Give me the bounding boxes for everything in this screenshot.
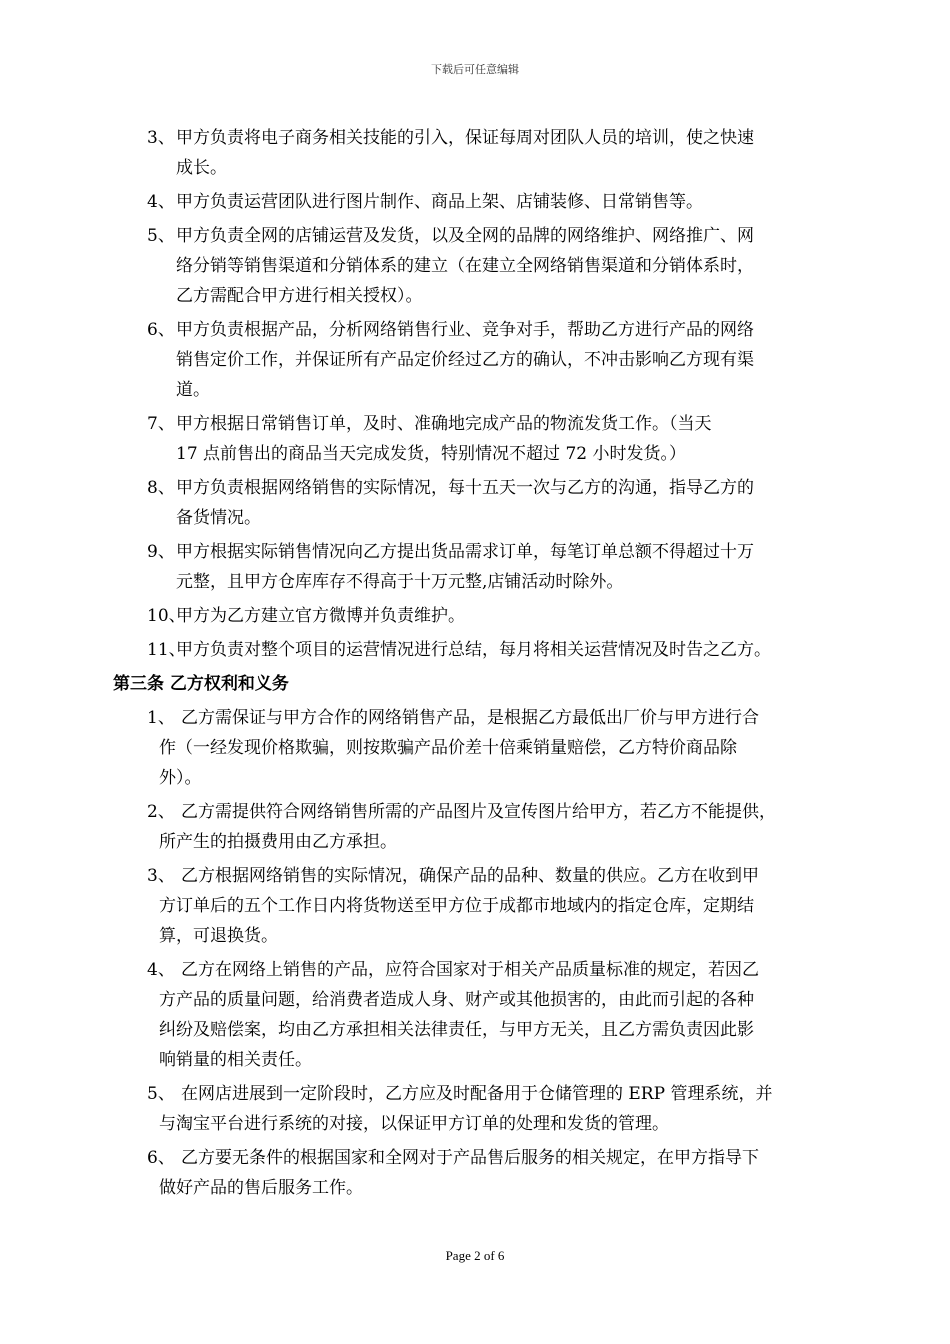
item-number: 3、 bbox=[147, 866, 175, 886]
item-number: 2、 bbox=[147, 802, 175, 822]
item-number: 11、 bbox=[147, 640, 186, 660]
item-line: 甲方负责将电子商务相关技能的引入，保证每周对团队人员的培训，使之快速 bbox=[176, 128, 754, 148]
list-item bbox=[0, 703, 950, 793]
item-number: 6、 bbox=[147, 1148, 175, 1168]
item-line: 乙方在网络上销售的产品，应符合国家对于相关产品质量标准的规定，若因乙 bbox=[181, 960, 759, 980]
item-number: 1、 bbox=[147, 708, 175, 728]
item-line: 响销量的相关责任。 bbox=[159, 1050, 312, 1070]
item-number: 7、 bbox=[147, 414, 175, 434]
item-number: 8、 bbox=[147, 478, 175, 498]
item-line: 成长。 bbox=[176, 158, 227, 178]
item-line: 乙方根据网络销售的实际情况，确保产品的品种、数量的供应。乙方在收到甲 bbox=[181, 866, 759, 886]
document-body bbox=[0, 123, 950, 1207]
item-line: 与淘宝平台进行系统的对接，以保证甲方订单的处理和发货的管理。 bbox=[159, 1114, 669, 1134]
item-line: 算，可退换货。 bbox=[159, 926, 278, 946]
item-line: 甲方负责运营团队进行图片制作、商品上架、店铺装修、日常销售等。 bbox=[176, 192, 703, 212]
item-number: 9、 bbox=[147, 542, 175, 562]
item-line: 甲方负责根据产品，分析网络销售行业、竞争对手，帮助乙方进行产品的网络 bbox=[176, 320, 754, 340]
item-number: 5、 bbox=[147, 226, 175, 246]
item-line: 做好产品的售后服务工作。 bbox=[159, 1178, 363, 1198]
list-item bbox=[0, 861, 950, 951]
item-line: 外）。 bbox=[159, 768, 202, 788]
item-line: 方订单后的五个工作日内将货物送至甲方位于成都市地域内的指定仓库，定期结 bbox=[159, 896, 754, 916]
item-line: 道。 bbox=[176, 380, 210, 400]
list-item bbox=[0, 409, 950, 469]
list-item bbox=[0, 797, 950, 857]
list-item bbox=[0, 635, 950, 665]
item-line: 甲方负责根据网络销售的实际情况，每十五天一次与乙方的沟通，指导乙方的 bbox=[176, 478, 754, 498]
section-heading: 第三条 乙方权利和义务 bbox=[113, 674, 289, 694]
list-item bbox=[0, 1143, 950, 1203]
list-item bbox=[0, 315, 950, 405]
item-line: 在网店进展到一定阶段时，乙方应及时配备用于仓储管理的 ERP 管理系统，并 bbox=[181, 1084, 773, 1104]
item-number: 3、 bbox=[147, 128, 175, 148]
item-line: 络分销等销售渠道和分销体系的建立（在建立全网络销售渠道和分销体系时， bbox=[176, 256, 754, 276]
list-item bbox=[0, 473, 950, 533]
item-number: 6、 bbox=[147, 320, 175, 340]
item-line: 甲方根据实际销售情况向乙方提出货品需求订单，每笔订单总额不得超过十万 bbox=[176, 542, 754, 562]
list-item bbox=[0, 1079, 950, 1139]
page-header: 下载后可任意编辑 bbox=[431, 63, 519, 76]
item-line: 甲方负责对整个项目的运营情况进行总结，每月将相关运营情况及时告之乙方。 bbox=[176, 640, 771, 660]
item-number: 4、 bbox=[147, 192, 175, 212]
item-line: 纠纷及赔偿案，均由乙方承担相关法律责任，与甲方无关，且乙方需负责因此影 bbox=[159, 1020, 754, 1040]
item-line: 元整，且甲方仓库库存不得高于十万元整,店铺活动时除外。 bbox=[176, 572, 624, 592]
item-line: 销售定价工作，并保证所有产品定价经过乙方的确认，不冲击影响乙方现有渠 bbox=[176, 350, 754, 370]
list-item bbox=[0, 221, 950, 311]
item-number: 4、 bbox=[147, 960, 175, 980]
item-number: 5、 bbox=[147, 1084, 175, 1104]
item-line: 作（一经发现价格欺骗，则按欺骗产品价差十倍乘销量赔偿，乙方特价商品除 bbox=[159, 738, 737, 758]
item-line: 17 点前售出的商品当天完成发货，特别情况不超过 72 小时发货。） bbox=[176, 444, 686, 464]
item-line: 乙方需配合甲方进行相关授权）。 bbox=[176, 286, 423, 306]
list-item bbox=[0, 123, 950, 183]
item-line: 乙方要无条件的根据国家和全网对于产品售后服务的相关规定，在甲方指导下 bbox=[181, 1148, 759, 1168]
section-party-b-rights-duties bbox=[0, 703, 950, 1203]
item-line: 乙方需提供符合网络销售所需的产品图片及宣传图片给甲方，若乙方不能提供， bbox=[181, 802, 776, 822]
item-line: 所产生的拍摄费用由乙方承担。 bbox=[159, 832, 397, 852]
item-line: 方产品的质量问题，给消费者造成人身、财产或其他损害的，由此而引起的各种 bbox=[159, 990, 754, 1010]
item-number: 10、 bbox=[147, 606, 186, 626]
item-line: 甲方根据日常销售订单，及时、准确地完成产品的物流发货工作。（当天 bbox=[176, 414, 712, 434]
list-item bbox=[0, 601, 950, 631]
item-line: 甲方负责全网的店铺运营及发货，以及全网的品牌的网络维护、网络推广、网 bbox=[176, 226, 754, 246]
list-item bbox=[0, 187, 950, 217]
item-line: 甲方为乙方建立官方微博并负责维护。 bbox=[176, 606, 465, 626]
page-number: Page 2 of 6 bbox=[445, 1248, 505, 1263]
list-item bbox=[0, 537, 950, 597]
list-item bbox=[0, 955, 950, 1075]
section-party-a-duties bbox=[0, 123, 950, 665]
item-line: 备货情况。 bbox=[176, 508, 261, 528]
item-line: 乙方需保证与甲方合作的网络销售产品，是根据乙方最低出厂价与甲方进行合 bbox=[181, 708, 759, 728]
